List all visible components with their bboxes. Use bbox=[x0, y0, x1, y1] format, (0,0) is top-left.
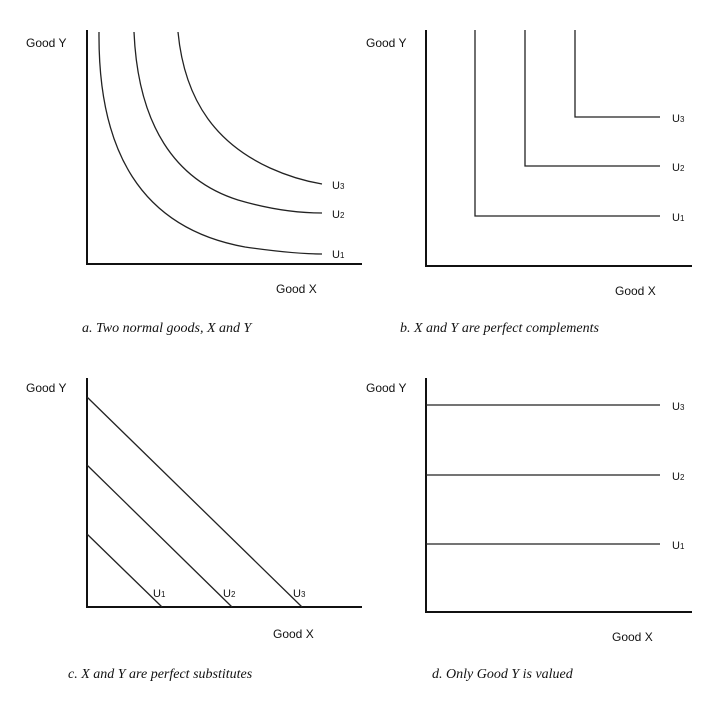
panel-b-y-axis-label: Good Y bbox=[366, 36, 407, 50]
panel-d-x-axis-label: Good X bbox=[612, 630, 653, 644]
panel-b-curve-u3 bbox=[575, 30, 660, 117]
panel-c-y-axis-label: Good Y bbox=[26, 381, 67, 395]
panel-c-label-u2: U2 bbox=[223, 588, 236, 600]
panel-c-label-u1: U1 bbox=[153, 588, 166, 600]
panel-a-y-axis-label: Good Y bbox=[26, 36, 67, 50]
panel-d-label-u1: U1 bbox=[672, 540, 685, 552]
panel-a bbox=[26, 30, 362, 336]
panel-d-y-axis-label: Good Y bbox=[366, 381, 407, 395]
panel-a-label-u1: U1 bbox=[332, 249, 345, 261]
panel-c bbox=[26, 378, 362, 682]
panel-a-label-u2: U2 bbox=[332, 209, 345, 221]
panel-a-curve-u1 bbox=[99, 32, 322, 254]
panel-a-label-u3: U3 bbox=[332, 180, 345, 192]
panel-a-curve-u3 bbox=[178, 32, 322, 184]
panel-c-curve-u1 bbox=[87, 534, 162, 607]
panel-b-curve-u2 bbox=[525, 30, 660, 166]
panel-c-x-axis-label: Good X bbox=[273, 627, 314, 641]
panel-d-caption: d. Only Good Y is valued bbox=[432, 667, 573, 682]
panel-b-label-u1: U1 bbox=[672, 212, 685, 224]
panel-b-curve-u1 bbox=[475, 30, 660, 216]
panel-d-label-u3: U3 bbox=[672, 401, 685, 413]
panel-a-caption: a. Two normal goods, X and Y bbox=[82, 321, 252, 336]
panel-c-label-u3: U3 bbox=[293, 588, 306, 600]
panel-b-label-u2: U2 bbox=[672, 162, 685, 174]
panel-b bbox=[366, 30, 692, 336]
panel-c-curve-u3 bbox=[87, 397, 302, 607]
panel-a-x-axis-label: Good X bbox=[276, 282, 317, 296]
panel-c-caption: c. X and Y are perfect substitutes bbox=[68, 667, 253, 682]
panel-c-curve-u2 bbox=[87, 465, 232, 607]
panel-d bbox=[366, 378, 692, 682]
panel-a-curve-u2 bbox=[134, 32, 322, 213]
panel-d-label-u2: U2 bbox=[672, 471, 685, 483]
panel-b-caption: b. X and Y are perfect complements bbox=[400, 321, 599, 336]
panel-b-x-axis-label: Good X bbox=[615, 284, 656, 298]
panel-b-label-u3: U3 bbox=[672, 113, 685, 125]
